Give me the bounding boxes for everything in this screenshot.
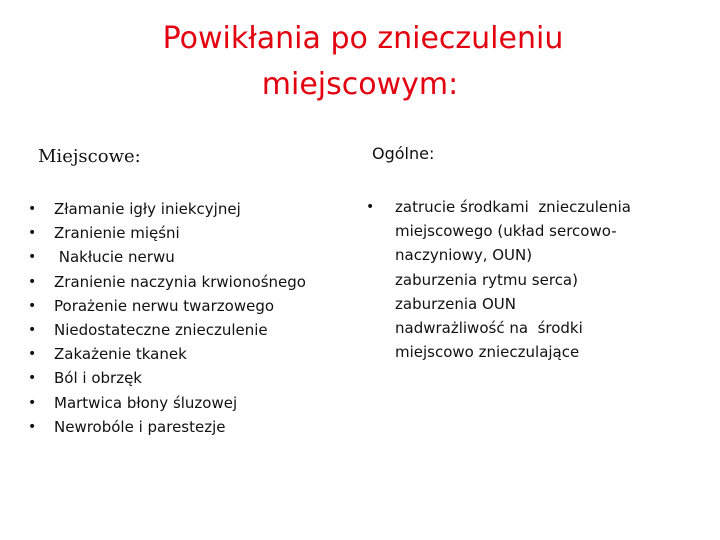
list-item-text-line: zaburzenia rytmu serca)	[395, 270, 578, 289]
bullet-icon: •	[366, 199, 375, 215]
list-item-text-line: nadwrażliwość na środki	[395, 319, 583, 338]
bullet-icon: •	[28, 201, 37, 217]
list-item-text: Porażenie nerwu twarzowego	[54, 296, 275, 315]
bullet-icon: •	[28, 418, 37, 435]
slide-title	[0, 16, 720, 108]
slide-title-line-1: Powikłania po znieczuleniu	[162, 21, 564, 56]
list-item-text-line: miejscowego (układ sercowo-	[395, 222, 617, 241]
bullet-icon: •	[28, 322, 37, 339]
bullet-icon: •	[28, 370, 37, 387]
list-item	[28, 415, 306, 439]
list-item	[366, 195, 706, 364]
list-item-text: Złamanie igły iniekcyjnej	[54, 200, 241, 218]
list-item-text-line: zatrucie środkami znieczulenia	[395, 198, 631, 216]
list-item-text: Nakłucie nerwu	[54, 248, 175, 267]
slide-title-line-2: miejscowym:	[261, 67, 459, 102]
general-complications-heading: Ogólne:	[372, 144, 435, 163]
local-complications-heading: Miejscowe:	[38, 146, 141, 167]
bullet-icon: •	[28, 225, 37, 242]
list-item	[28, 270, 306, 294]
list-item	[28, 245, 306, 269]
list-item-text-line: zaburzenia OUN	[395, 294, 517, 313]
bullet-icon: •	[28, 394, 37, 411]
general-complications-list	[366, 195, 706, 364]
local-complications-list	[28, 197, 306, 439]
list-item-text: Niedostateczne znieczulenie	[54, 321, 268, 340]
list-item-text: Newrobóle i parestezje	[54, 417, 226, 436]
bullet-icon: •	[28, 273, 37, 290]
bullet-icon: •	[28, 297, 37, 314]
list-item	[28, 294, 306, 318]
list-item	[28, 197, 306, 221]
list-item-text-line: naczyniowy, OUN)	[395, 246, 533, 265]
list-item-text: Zakażenie tkanek	[54, 345, 187, 364]
list-item-text: Zranienie mięśni	[54, 224, 180, 243]
list-item	[28, 366, 306, 390]
list-item-text: Ból i obrzęk	[54, 369, 142, 388]
list-item	[28, 318, 306, 342]
bullet-icon: •	[28, 249, 37, 266]
list-item-text: Martwica błony śluzowej	[54, 393, 238, 412]
list-item-text-line: miejscowo znieczulające	[395, 343, 580, 362]
bullet-icon: •	[28, 346, 37, 363]
list-item	[28, 391, 306, 415]
list-item	[28, 221, 306, 245]
list-item	[28, 342, 306, 366]
list-item-text: Zranienie naczynia krwionośnego	[54, 272, 306, 291]
